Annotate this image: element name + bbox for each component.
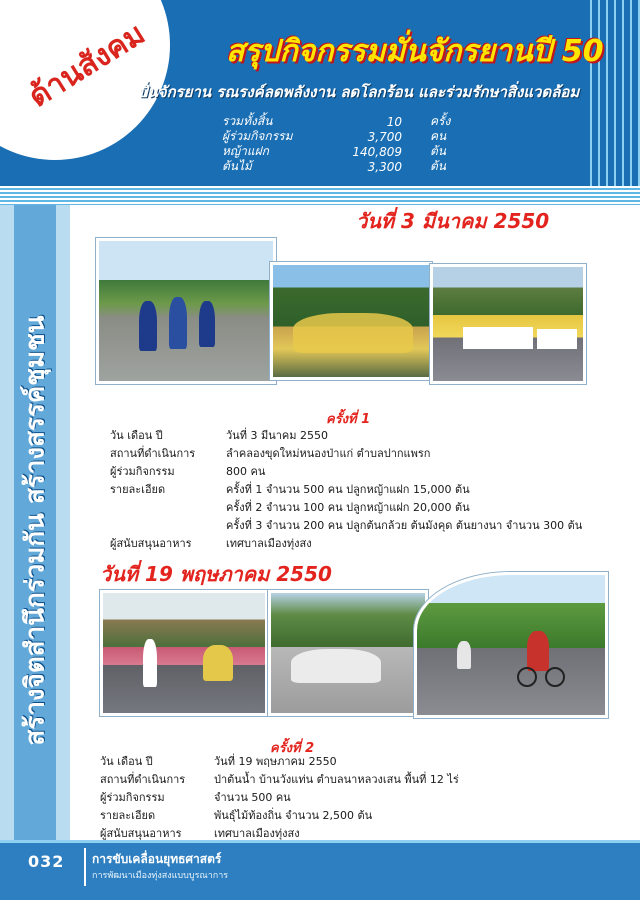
page-subtitle: ปั่นจักรยาน รณรงค์ลดพลังงาน ลดโลกร้อน และร่วมรักษาสิ่งแวดล้อม [138, 83, 580, 101]
detail-label: ผู้สนับสนุนอาหาร [110, 537, 192, 550]
photo-figure [169, 297, 187, 349]
stat-value: 10 [386, 114, 402, 129]
footer-title: การขับเคลื่อนยุทธศาสตร์ [92, 852, 222, 866]
footer-subtitle: การพัฒนาเมืองทุ่งสงแบบบูรณาการ [92, 871, 229, 881]
stat-value: 3,300 [367, 159, 402, 174]
detail-value: ครั้งที่ 1 จำนวน 500 คน ปลูกหญ้าแฝก 15,000 ต้น [226, 483, 470, 496]
event1-details [110, 426, 590, 552]
photo-figure [527, 631, 549, 671]
stat-label: ต้นไม้ [222, 159, 252, 173]
detail-row [110, 462, 590, 480]
detail-label: รายละเอียด [110, 483, 166, 496]
stat-unit: ครั้ง [430, 114, 451, 128]
sidebar-slogan [14, 235, 56, 825]
detail-row [100, 806, 500, 824]
page-title: สรุปกิจกรรมมั่นจักรยานปี 50 [226, 34, 604, 69]
detail-row [100, 752, 500, 770]
event1-photo-planting [96, 238, 276, 384]
header-banner [0, 0, 640, 205]
detail-value: 800 คน [226, 465, 266, 478]
detail-row [110, 480, 590, 498]
summary-stats [222, 114, 462, 174]
photo-banner-sign [537, 329, 577, 349]
detail-label: ผู้สนับสนุนอาหาร [100, 827, 182, 840]
sidebar-slogan-text: สร้างจิตสำนึกร่วมกัน สร้างสรรค์ชุมชน [20, 314, 51, 746]
event1-photo-group [270, 262, 432, 380]
event2-photo-ceremony [100, 590, 268, 716]
stat-value: 3,700 [367, 129, 402, 144]
stat-label: ผู้ร่วมกิจกรรม [222, 129, 293, 143]
detail-label: รายละเอียด [100, 809, 156, 822]
detail-value: วันที่ 3 มีนาคม 2550 [226, 429, 328, 442]
detail-value: เทศบาลเมืองทุ่งสง [226, 537, 312, 550]
page-number: 032 [28, 852, 65, 871]
footer-divider [0, 840, 640, 843]
detail-value: เทศบาลเมืองทุ่งสง [214, 827, 300, 840]
event2-photo-cycling [414, 572, 608, 718]
detail-value: พันธุ์ไม้ท้องถิ่น จำนวน 2,500 ต้น [214, 809, 373, 822]
detail-value: ลำคลองขุดใหม่หนองป่าแก่ ตำบลปากแพรก [226, 447, 431, 460]
stat-label: รวมทั้งสิ้น [222, 114, 273, 128]
detail-row [110, 516, 590, 534]
event2-round-title: ครั้งที่ 2 [270, 741, 315, 756]
detail-label: ผู้ร่วมกิจกรรม [110, 465, 175, 478]
header-bottom-stripes [0, 186, 640, 205]
photo-banner-sign [463, 327, 533, 349]
detail-row [110, 426, 590, 444]
stat-unit: ต้น [430, 144, 446, 158]
detail-value: ป่าต้นน้ำ บ้านวังแท่น ตำบลนาหลวงเสน พื้นที่ 12 ไร่ [214, 773, 459, 786]
detail-row [100, 770, 500, 788]
photo-figure [143, 639, 157, 687]
photo-figure [457, 641, 471, 669]
photo-figure [139, 301, 157, 351]
detail-value: วันที่ 19 พฤษภาคม 2550 [214, 755, 337, 768]
event1-date-heading: วันที่ 3 มีนาคม 2550 [356, 209, 550, 233]
detail-row [110, 534, 590, 552]
event1-photo-banner [430, 264, 586, 384]
detail-value: ครั้งที่ 2 จำนวน 100 คน ปลูกหญ้าแฝก 20,000 ต้น [226, 501, 470, 514]
event2-photo-walk [268, 590, 428, 716]
stat-value: 140,809 [352, 144, 402, 159]
event2-details [100, 752, 500, 842]
stat-row [222, 159, 462, 174]
detail-row [100, 788, 500, 806]
photo-figure [293, 313, 413, 353]
detail-label: วัน เดือน ปี [110, 429, 163, 442]
detail-row [110, 498, 590, 516]
corner-label: ด้านสังคม [22, 16, 152, 115]
photo-figure [203, 645, 233, 681]
bicycle-wheel [517, 667, 537, 687]
stat-unit: ต้น [430, 159, 446, 173]
detail-label: สถานที่ดำเนินการ [100, 773, 186, 786]
detail-label: วัน เดือน ปี [100, 755, 153, 768]
stat-unit: คน [430, 129, 447, 143]
detail-value: จำนวน 500 คน [214, 791, 291, 804]
detail-label: ผู้ร่วมกิจกรรม [100, 791, 165, 804]
bicycle-wheel [545, 667, 565, 687]
detail-value: ครั้งที่ 3 จำนวน 200 คน ปลูกต้นกล้วย ต้นมังคุด ต้นยางนา จำนวน 300 ต้น [226, 519, 583, 532]
detail-label: สถานที่ดำเนินการ [110, 447, 196, 460]
stat-label: หญ้าแฝก [222, 144, 269, 158]
photo-figure [291, 649, 381, 683]
event1-round-title: ครั้งที่ 1 [326, 412, 371, 427]
footer-separator [84, 848, 86, 886]
detail-row [110, 444, 590, 462]
photo-figure [199, 301, 215, 347]
event2-date-heading: วันที่ 19 พฤษภาคม 2550 [100, 562, 332, 586]
